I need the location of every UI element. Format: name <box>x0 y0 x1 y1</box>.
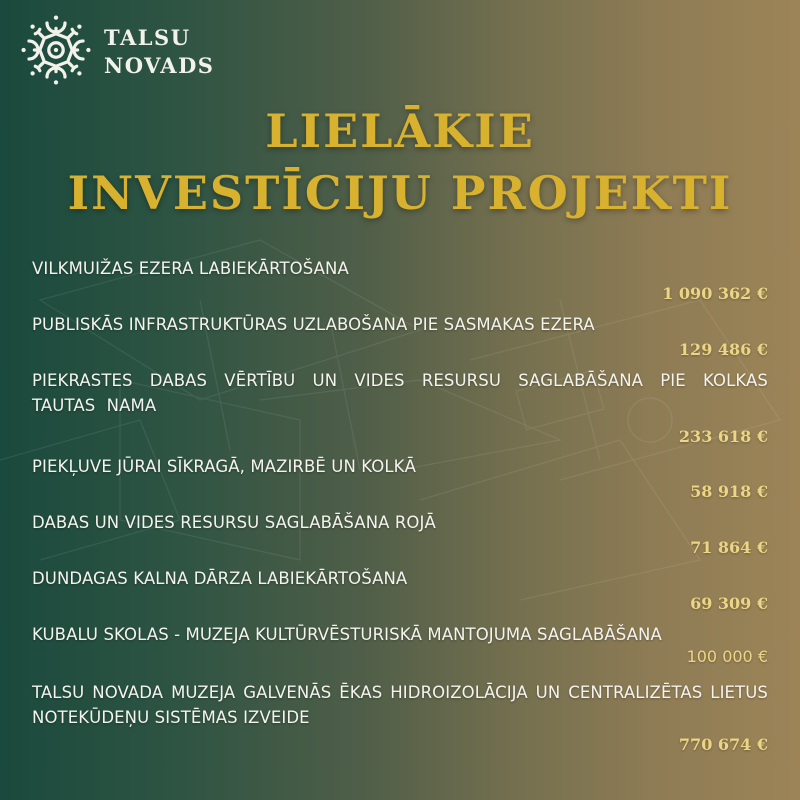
project-amount: 129 486 € <box>678 340 768 359</box>
brand-name <box>104 24 214 80</box>
page-title <box>0 100 800 224</box>
project-name: PIEKRASTES DABAS VĒRTĪBU UN VIDES RESURSU SAGLABĀŠANA PIE KOLKAS TAUTAS NAMA <box>32 371 768 415</box>
project-name: DABAS UN VIDES RESURSU SAGLABĀŠANA ROJĀ <box>32 513 436 532</box>
project-name: VILKMUIŽAS EZERA LABIEKĀRTOŠANA <box>32 259 349 278</box>
ornamental-sun-icon <box>20 14 92 86</box>
project-amount: 770 674 € <box>678 735 768 754</box>
title-line-2: INVESTĪCIJU PROJEKTI <box>67 166 733 220</box>
project-amount: 1 090 362 € <box>662 284 768 303</box>
brand-line-1: TALSU <box>104 25 191 50</box>
project-name: PUBLISKĀS INFRASTRUKTŪRAS UZLABOŠANA PIE SASMAKAS EZERA <box>32 315 595 334</box>
project-item <box>32 510 768 557</box>
project-amount: 233 618 € <box>678 427 768 446</box>
project-amount: 100 000 € <box>686 647 768 666</box>
project-item <box>32 566 768 613</box>
project-amount: 69 309 € <box>690 594 768 613</box>
project-item <box>32 454 768 501</box>
project-item <box>32 368 768 446</box>
project-name: DUNDAGAS KALNA DĀRZA LABIEKĀRTOŠANA <box>32 569 408 588</box>
project-item <box>32 680 768 754</box>
project-item <box>32 312 768 359</box>
title-line-1: LIELĀKIE <box>265 104 535 158</box>
project-name: TALSU NOVADA MUZEJA GALVENĀS ĒKAS HIDROIZOLĀCIJA UN CENTRALIZĒTAS LIETUS NOTEKŪDEŅU SISTĒMAS IZVEIDE <box>32 683 768 727</box>
project-amount: 71 864 € <box>690 538 768 557</box>
project-item <box>32 256 768 303</box>
project-item <box>32 622 768 666</box>
project-name: KUBALU SKOLAS - MUZEJA KULTŪRVĒSTURISKĀ MANTOJUMA SAGLABĀŠANA <box>32 625 662 644</box>
brand-line-2: NOVADS <box>104 53 215 78</box>
project-amount: 58 918 € <box>690 482 768 501</box>
project-name: PIEKĻUVE JŪRAI SĪKRAGĀ, MAZIRBĒ UN KOLKĀ <box>32 457 416 476</box>
